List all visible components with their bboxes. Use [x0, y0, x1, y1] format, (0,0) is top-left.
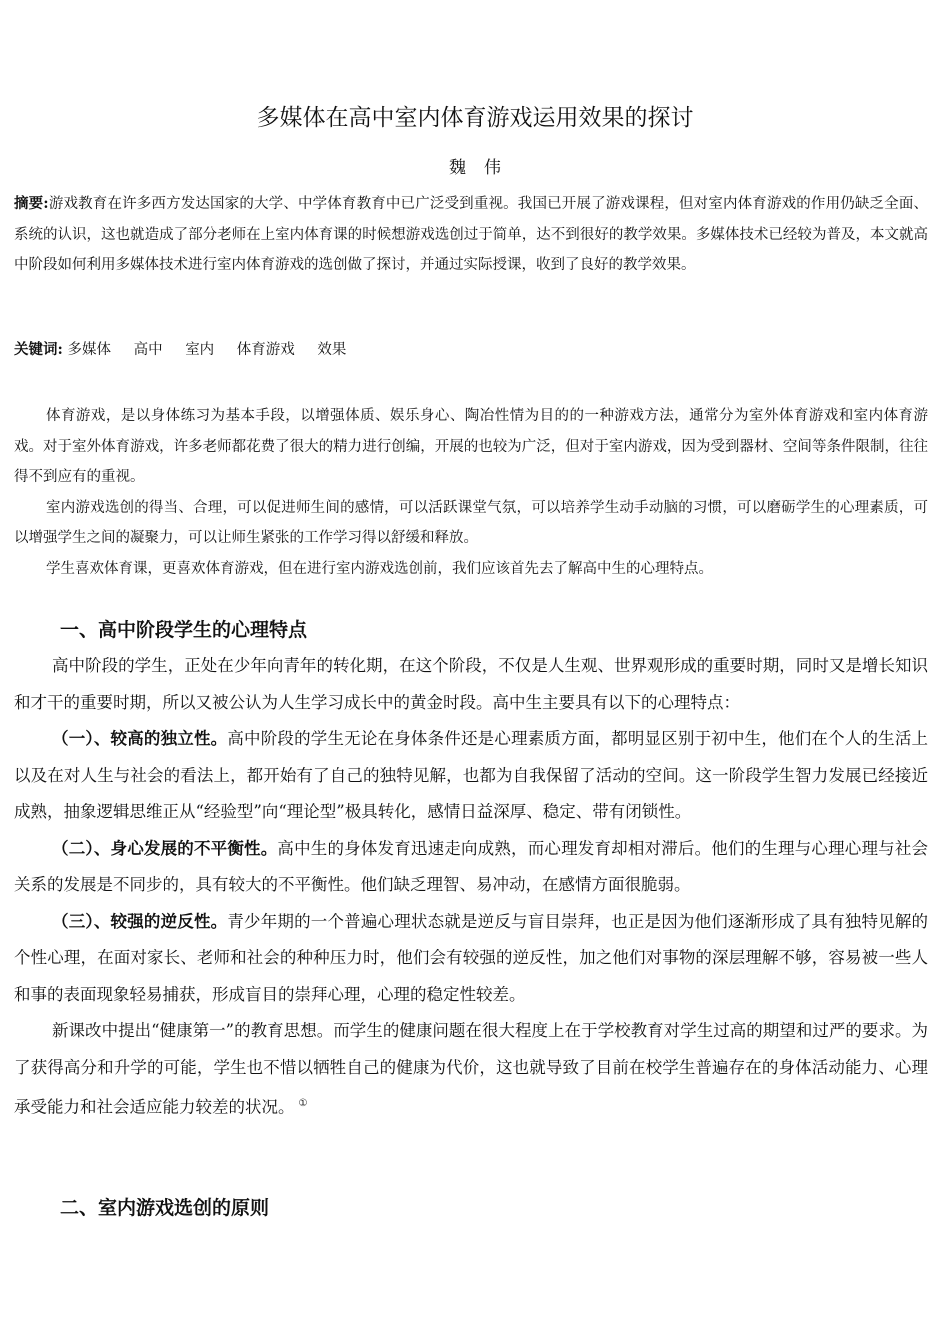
closing-text: 新课改中提出“健康第一”的教育思想。而学生的健康问题在很大程度上在于学校教育对学生过高的期望和过严的要求。为了获得高分和升学的可能，学生也不惜以牺牲自己的健康为代价，这也就导致了目前在校学生普遍存在的身体活动能力、心理承受能力和社会适应能力较差的状况。 — [14, 1021, 928, 1117]
psych-point — [14, 831, 928, 904]
intro-paragraph: 体育游戏，是以身体练习为基本手段，以增强体质、娱乐身心、陶冶性情为目的的一种游戏方法，通常分为室外体育游戏和室内体育游戏。对于室外体育游戏，许多老师都花费了很大的精力进行创编，开展的也较为广泛，但对于室内游戏，因为受到器材、空间等条件限制，往往得不到应有的重视。 — [14, 408, 928, 485]
intro-section — [14, 401, 928, 584]
psych-point-text: 青少年期的一个普遍心理状态就是逆反与盲目崇拜，也正是因为他们逐渐形成了具有独特见解的个性心理，在面对家长、老师和社会的种种压力时，他们会有较强的逆反性，加之他们对事物的深层理解不够，容易被一些人和事的表面现象轻易捕获，形成盲目的崇拜心理，心理的稳定性较差。 — [14, 911, 928, 1004]
section-1-body — [14, 648, 928, 1126]
abstract — [14, 189, 928, 281]
keyword-item: 体育游戏 — [236, 342, 295, 358]
section-1-closing — [14, 1013, 928, 1126]
intro-paragraph: 学生喜欢体育课，更喜欢体育游戏，但在进行室内游戏选创前，我们应该首先去了解高中生的心理特点。 — [46, 560, 713, 577]
psych-point-label: （二）、身心发展的不平衡性。 — [52, 838, 278, 858]
psych-point-text: 高中生的身体发育迅速走向成熟，而心理发育却相对滞后。他们的生理与心理心理与社会关系的发展是不同步的，具有较大的不平衡性。他们缺乏理智、易冲动，在感情方面很脆弱。 — [14, 838, 928, 894]
psych-point — [14, 721, 928, 831]
keyword-item: 高中 — [133, 342, 163, 358]
keywords — [14, 336, 928, 364]
footnote-mark: ① — [298, 1098, 308, 1109]
section-heading-1: 一、高中阶段学生的心理特点 — [60, 619, 308, 641]
abstract-text: 游戏教育在许多西方发达国家的大学、中学体育教育中已广泛受到重视。我国已开展了游戏课程，但对室内体育游戏的作用仍缺乏全面、系统的认识，这也就造成了部分老师在上室内体育课的时候想游戏选创过于简单，达不到很好的教学效果。多媒体技术已经较为普及，本文就高中阶段如何利用多媒体技术进行室内体育游戏的选创做了探讨，并通过实际授课，收到了良好的教学效果。 — [14, 196, 928, 273]
psych-point-label: （三）、较强的逆反性。 — [52, 911, 228, 931]
section-heading-2: 二、室内游戏选创的原则 — [60, 1197, 270, 1219]
section-1-intro: 高中阶段的学生，正处在少年向青年的转化期，在这个阶段，不仅是人生观、世界观形成的重要时期，同时又是增长知识和才干的重要时期，所以又被公认为人生学习成长中的黄金时段。高中生主要具有以下的心理特点： — [14, 656, 928, 712]
keywords-label: 关键词: — [14, 341, 63, 358]
abstract-label: 摘要: — [14, 195, 49, 212]
psych-point — [14, 904, 928, 1014]
keyword-item: 效果 — [317, 342, 347, 358]
intro-paragraph: 室内游戏选创的得当、合理，可以促进师生间的感情，可以活跃课堂气氛，可以培养学生动手动脑的习惯，可以磨砺学生的心理素质，可以增强学生之间的凝聚力，可以让师生紧张的工作学习得以舒缓和释放。 — [14, 499, 928, 546]
keyword-item: 室内 — [185, 342, 215, 358]
keyword-item: 多媒体 — [67, 342, 111, 358]
psych-point-text: 高中阶段的学生无论在身体条件还是心理素质方面，都明显区别于初中生，他们在个人的生活上以及在对人生与社会的看法上，都开始有了自己的独特见解，也都为自我保留了活动的空间。这一阶段学生智力发展已经接近成熟，抽象逻辑思维正从“经验型”向“理论型”极具转化，感情日益深厚、稳定、带有闭锁性。 — [14, 729, 928, 821]
paper-author: 魏伟 — [449, 158, 519, 178]
paper-title: 多媒体在高中室内体育游戏运用效果的探讨 — [256, 105, 694, 131]
psych-point-label: （一）、较高的独立性。 — [52, 729, 228, 748]
